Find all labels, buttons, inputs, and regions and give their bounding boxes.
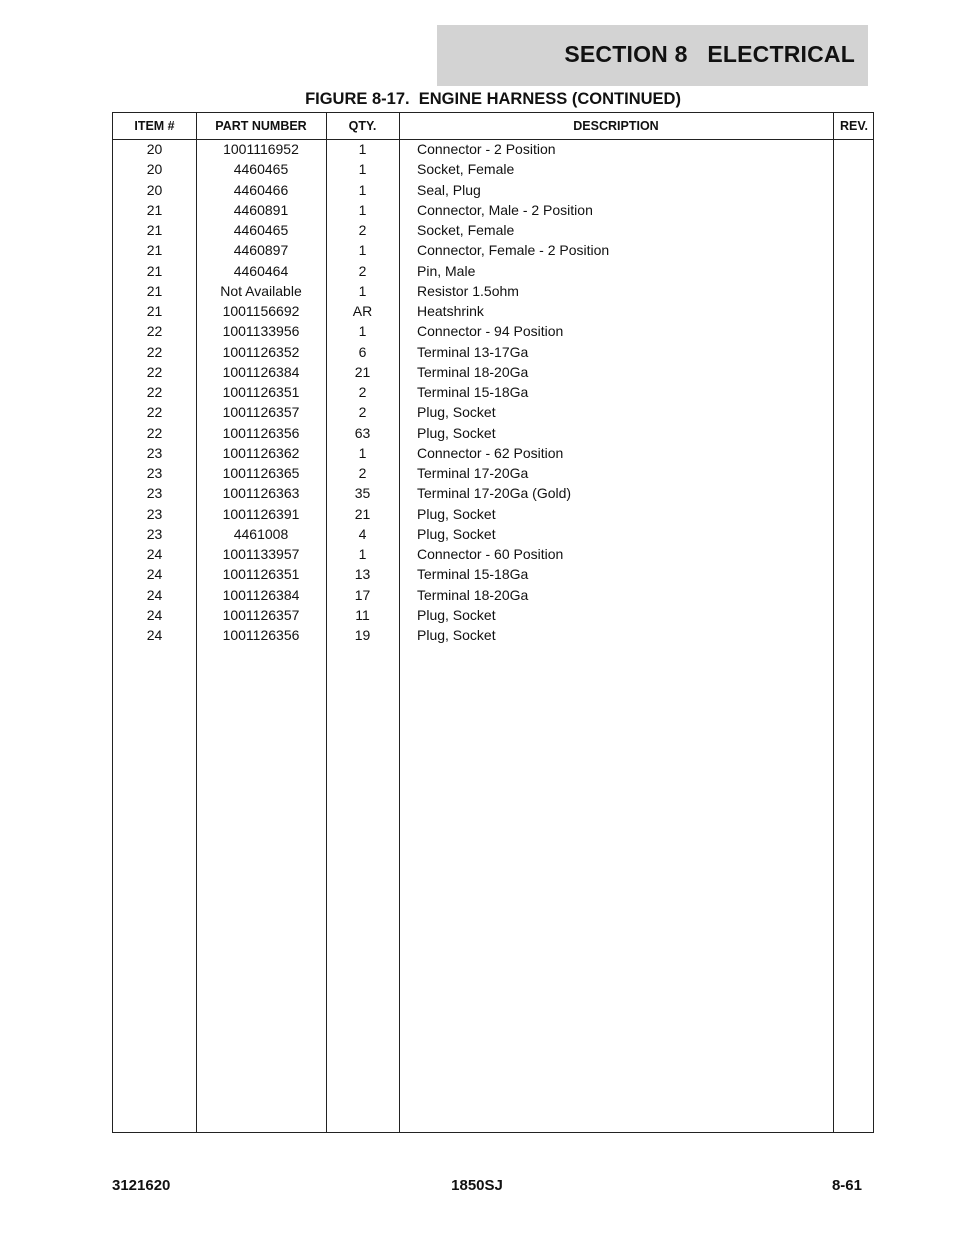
description-cell: Terminal 15-18Ga — [417, 384, 529, 400]
quantity-cell: 1 — [358, 141, 367, 157]
table-row — [113, 403, 873, 423]
footer-document-number: 3121620 — [112, 1177, 171, 1194]
quantity-cell: 2 — [358, 465, 367, 481]
quantity-cell: AR — [352, 303, 373, 319]
part-number-cell: 1001126362 — [222, 444, 300, 461]
quantity-cell: 63 — [354, 424, 371, 441]
parts-table — [112, 112, 874, 1133]
description-cell: Socket, Female — [417, 222, 515, 238]
description-cell: Plug, Socket — [417, 606, 496, 623]
quantity-cell: 1 — [358, 546, 367, 562]
item-number-cell: 22 — [146, 424, 163, 441]
description-cell: Terminal 15-18Ga — [417, 566, 529, 583]
part-number-cell: 4460897 — [233, 242, 289, 259]
description-cell: Plug, Socket — [417, 404, 496, 421]
part-number-cell: 1001126356 — [222, 627, 300, 643]
footer-page-number: 8-61 — [831, 1177, 862, 1194]
item-number-cell: 22 — [146, 323, 163, 340]
item-number-cell: 23 — [146, 465, 163, 481]
table-row — [113, 545, 873, 565]
part-number-cell: 4460465 — [233, 161, 289, 178]
description-cell: Connector - 2 Position — [417, 141, 556, 157]
quantity-cell: 2 — [358, 262, 367, 279]
part-number-cell: 4461008 — [233, 525, 289, 542]
table-row — [113, 363, 873, 383]
part-number-cell: 4460464 — [233, 262, 289, 279]
description-cell: Terminal 13-17Ga — [417, 343, 529, 360]
part-number-cell: 1001156692 — [222, 303, 300, 319]
item-number-cell: 22 — [146, 384, 163, 400]
quantity-cell: 11 — [355, 606, 370, 623]
item-number-cell: 21 — [146, 282, 163, 299]
item-number-cell: 23 — [146, 505, 163, 522]
table-row — [113, 201, 873, 221]
header-description: DESCRIPTION — [573, 119, 659, 133]
item-number-cell: 21 — [146, 262, 163, 279]
quantity-cell: 2 — [358, 384, 367, 400]
description-cell: Plug, Socket — [417, 525, 496, 542]
part-number-cell: 1001133957 — [222, 546, 300, 562]
quantity-cell: 1 — [358, 444, 367, 461]
part-number-cell: 1001126351 — [222, 384, 300, 400]
description-cell: Plug, Socket — [417, 627, 496, 643]
quantity-cell: 21 — [354, 363, 371, 380]
table-row — [113, 221, 873, 241]
table-row — [113, 241, 873, 261]
item-number-cell: 23 — [146, 444, 163, 461]
description-cell: Terminal 17-20Ga — [417, 465, 529, 481]
quantity-cell: 13 — [354, 566, 371, 583]
item-number-cell: 22 — [146, 404, 163, 421]
item-number-cell: 21 — [146, 201, 163, 218]
table-row — [113, 586, 873, 606]
item-number-cell: 21 — [146, 222, 163, 238]
description-cell: Terminal 18-20Ga — [417, 586, 529, 603]
quantity-cell: 19 — [354, 627, 371, 643]
part-number-cell: 1001133956 — [222, 323, 300, 340]
part-number-cell: 4460466 — [233, 181, 289, 198]
description-cell: Socket, Female — [417, 161, 515, 178]
table-row — [113, 181, 873, 201]
quantity-cell: 35 — [354, 485, 371, 502]
item-number-cell: 20 — [146, 161, 163, 178]
item-number-cell: 22 — [146, 343, 163, 360]
description-cell: Connector - 62 Position — [417, 444, 564, 461]
description-cell: Resistor 1.5ohm — [417, 282, 519, 299]
part-number-cell: 1001126357 — [222, 606, 300, 623]
part-number-cell: 1001126391 — [222, 505, 300, 522]
description-cell: Seal, Plug — [417, 181, 481, 198]
table-row — [113, 140, 873, 160]
table-row — [113, 444, 873, 464]
table-body — [113, 140, 873, 646]
table-row — [113, 322, 873, 342]
quantity-cell: 1 — [358, 323, 367, 340]
table-row — [113, 343, 873, 363]
quantity-cell: 2 — [358, 222, 367, 238]
part-number-cell: 1001126363 — [222, 485, 300, 502]
table-row — [113, 525, 873, 545]
quantity-cell: 6 — [358, 343, 367, 360]
quantity-cell: 4 — [358, 525, 367, 542]
table-row — [113, 464, 873, 484]
item-number-cell: 23 — [146, 485, 163, 502]
item-number-cell: 21 — [146, 303, 163, 319]
item-number-cell: 20 — [146, 141, 163, 157]
table-row — [113, 505, 873, 525]
part-number-cell: 4460465 — [233, 222, 289, 238]
part-number-cell: 1001126384 — [222, 586, 300, 603]
quantity-cell: 1 — [358, 242, 367, 259]
item-number-cell: 20 — [146, 181, 163, 198]
item-number-cell: 24 — [146, 566, 163, 583]
description-cell: Plug, Socket — [417, 505, 496, 522]
item-number-cell: 23 — [146, 525, 163, 542]
quantity-cell: 1 — [358, 201, 367, 218]
description-cell: Connector, Female - 2 Position — [417, 242, 610, 259]
item-number-cell: 21 — [146, 242, 163, 259]
table-row — [113, 282, 873, 302]
footer-model: 1850SJ — [451, 1177, 503, 1194]
table-row — [113, 606, 873, 626]
description-cell: Terminal 18-20Ga — [417, 363, 529, 380]
description-cell: Connector - 94 Position — [417, 323, 564, 340]
figure-title: FIGURE 8-17. ENGINE HARNESS (CONTINUED) — [305, 90, 681, 108]
item-number-cell: 22 — [146, 363, 163, 380]
description-cell: Pin, Male — [417, 262, 476, 279]
quantity-cell: 17 — [354, 586, 371, 603]
table-row — [113, 302, 873, 322]
header-qty: QTY. — [348, 119, 377, 133]
description-cell: Plug, Socket — [417, 424, 496, 441]
table-row — [113, 383, 873, 403]
part-number-cell: 1001126351 — [222, 566, 300, 583]
part-number-cell: 1001126365 — [222, 465, 300, 481]
table-row — [113, 262, 873, 282]
part-number-cell: 1001126356 — [222, 424, 300, 441]
section-title: SECTION 8 ELECTRICAL — [564, 41, 855, 67]
table-row — [113, 484, 873, 504]
item-number-cell: 24 — [146, 627, 163, 643]
quantity-cell: 1 — [358, 181, 367, 198]
table-row — [113, 424, 873, 444]
part-number-cell: 1001126352 — [222, 343, 300, 360]
quantity-cell: 1 — [358, 282, 367, 299]
description-cell: Heatshrink — [417, 303, 484, 319]
description-cell: Connector, Male - 2 Position — [417, 201, 593, 218]
quantity-cell: 2 — [358, 404, 367, 421]
part-number-cell: 1001126384 — [222, 363, 300, 380]
table-row — [113, 160, 873, 180]
item-number-cell: 24 — [146, 586, 163, 603]
header-rev: REV. — [839, 119, 869, 133]
table-row — [113, 626, 873, 646]
description-cell: Terminal 17-20Ga (Gold) — [417, 485, 572, 502]
section-header — [437, 25, 868, 86]
item-number-cell: 24 — [146, 546, 163, 562]
quantity-cell: 1 — [358, 161, 367, 178]
header-part-number: PART NUMBER — [215, 119, 307, 133]
item-number-cell: 24 — [146, 606, 163, 623]
description-cell: Connector - 60 Position — [417, 546, 564, 562]
part-number-cell: Not Available — [220, 282, 302, 299]
table-row — [113, 565, 873, 585]
header-item: ITEM # — [134, 119, 175, 133]
quantity-cell: 21 — [354, 505, 371, 522]
part-number-cell: 1001126357 — [222, 404, 300, 421]
part-number-cell: 1001116952 — [223, 141, 299, 157]
part-number-cell: 4460891 — [233, 201, 289, 218]
